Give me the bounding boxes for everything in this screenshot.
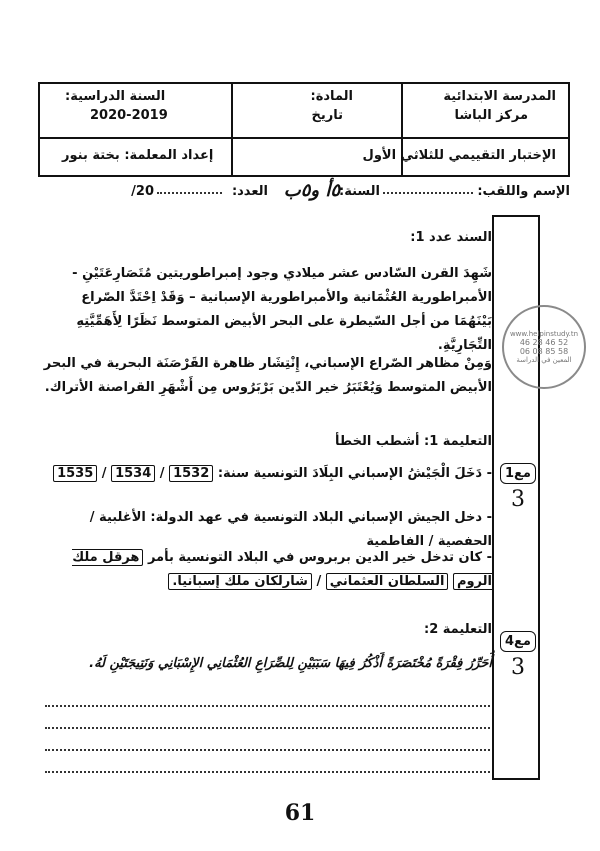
task1-item-3: - كان تدخل خير الدين بربروس في البلاد التونسية بأمر هرقل ملك الروم السلطان العثماني / شارلكان ملك إسبانيا.	[72, 550, 492, 589]
name-dots	[383, 192, 473, 194]
page-number: 61	[284, 800, 316, 826]
task1-grade	[496, 462, 540, 512]
answer-line[interactable]	[45, 749, 490, 751]
header-table	[38, 82, 570, 177]
task1-title: التعليمة 1: أشطب الخطأ	[335, 434, 492, 449]
task1-item-1: - دَخَلَ الْجَيْشُ الإسباني البِلَادَ التونسية سنة: 1532 / 1534 / 1535	[42, 462, 492, 486]
task1-item-2: - دخل الجيش الإسباني البلاد التونسية في عهد الدولة: الأغلبية / الحفصية / الفاطمية	[89, 510, 492, 549]
school-name: مركز الباشا	[454, 108, 528, 123]
task1-item3-prefix: - كان تدخل خير الدين بربروس في البلاد التونسية بأمر	[147, 550, 492, 565]
header-divider	[40, 137, 568, 139]
score-label: العدد:	[231, 184, 268, 199]
task2-grade	[496, 630, 540, 680]
task2-prompt: أُحَرِّرُ فِقْرَةً مُخْتَصَرَةً أَذْكُرُ فِيهَا سَبَبَيْنِ لِلصِّرَاعِ العُثْمَانِي الإِسْبَانِي وَنَتِيجَتَيْنِ لَهُ.	[89, 656, 492, 671]
watermark-motto: المعين في الدراسة	[516, 356, 572, 364]
exam-title: الإختبار التقييمي للثلاثي الأول	[362, 148, 556, 163]
student-info-line	[38, 180, 570, 206]
option-charles-v[interactable]: شارلكان ملك إسبانيا.	[168, 573, 312, 590]
score-dots	[157, 192, 222, 194]
year-value: 2020-2019	[90, 108, 168, 123]
class-label: السنة:	[339, 184, 380, 199]
option-1532[interactable]: 1532	[169, 465, 213, 482]
answer-line[interactable]	[45, 705, 490, 707]
option-1534[interactable]: 1534	[111, 465, 155, 482]
task2-title: التعليمة 2:	[424, 622, 492, 637]
option-1535[interactable]: 1535	[53, 465, 97, 482]
header-divider	[231, 84, 233, 175]
subject-value: تاريخ	[311, 108, 343, 123]
year-label: السنة الدراسية:	[65, 89, 166, 104]
task2-grade-score: 3	[511, 655, 525, 680]
task1-grade-score: 3	[511, 487, 525, 512]
task1-item1-prefix: - دَخَلَ الْجَيْشُ الإسباني البِلَادَ التونسية سنة:	[217, 466, 492, 481]
name-label: الإسم واللقب:	[477, 184, 570, 199]
doc1-paragraph-1: شَهِدَ القرن السّادس عشر ميلادي وجود إمبراطوريتين مُتَصَارِعَتَيْنِ - الأمبراطورية العُثْمَانية والأمبراطورية الإسبانية – وَقَدْ اِحْتَدَّ الصّراع بَيْنَهُمَا من أجل السّيطرة على البحر الأبيض المتوسط نَظَرًا لِأَهَمِّيَّتِهِ التِّجَارِيَّةِ.	[72, 266, 492, 353]
watermark-site: www.helpinstudy.tn	[509, 330, 579, 338]
answer-line[interactable]	[45, 771, 490, 773]
watermark-phone2: 58 85 08 06	[519, 347, 569, 356]
subject-label: المادة:	[310, 89, 353, 104]
class-handwritten: ٥أ و٥ب	[283, 180, 340, 201]
school-label: المدرسة الابتدائية	[443, 89, 556, 104]
watermark-stamp	[502, 305, 586, 389]
answer-line[interactable]	[45, 727, 490, 729]
teacher-name: إعداد المعلمة: بختة بنور	[62, 148, 214, 163]
score-value: 20/	[131, 184, 154, 199]
task2-grade-label: مع4	[500, 631, 536, 652]
doc1-paragraph-2: وَمِنْ مظاهر الصّراع الإسباني، إِنْتِشَار ظاهرة القَرْصَنَة البحرية في البحر الأبيض المتوسط وَيُعْتَبَرُ خير الدّين بَرْبَرُوس مِن أَشْهَرِ القراصنة الأتراك.	[43, 356, 492, 395]
task1-grade-label: مع1	[500, 463, 536, 484]
option-ottoman-sultan[interactable]: السلطان العثماني	[326, 573, 449, 590]
watermark-phone1: 52 46 28 46	[519, 338, 569, 347]
doc1-title: السند عدد 1:	[410, 230, 492, 245]
option-heraclius[interactable]: هرقل ملك الروم	[72, 550, 492, 589]
